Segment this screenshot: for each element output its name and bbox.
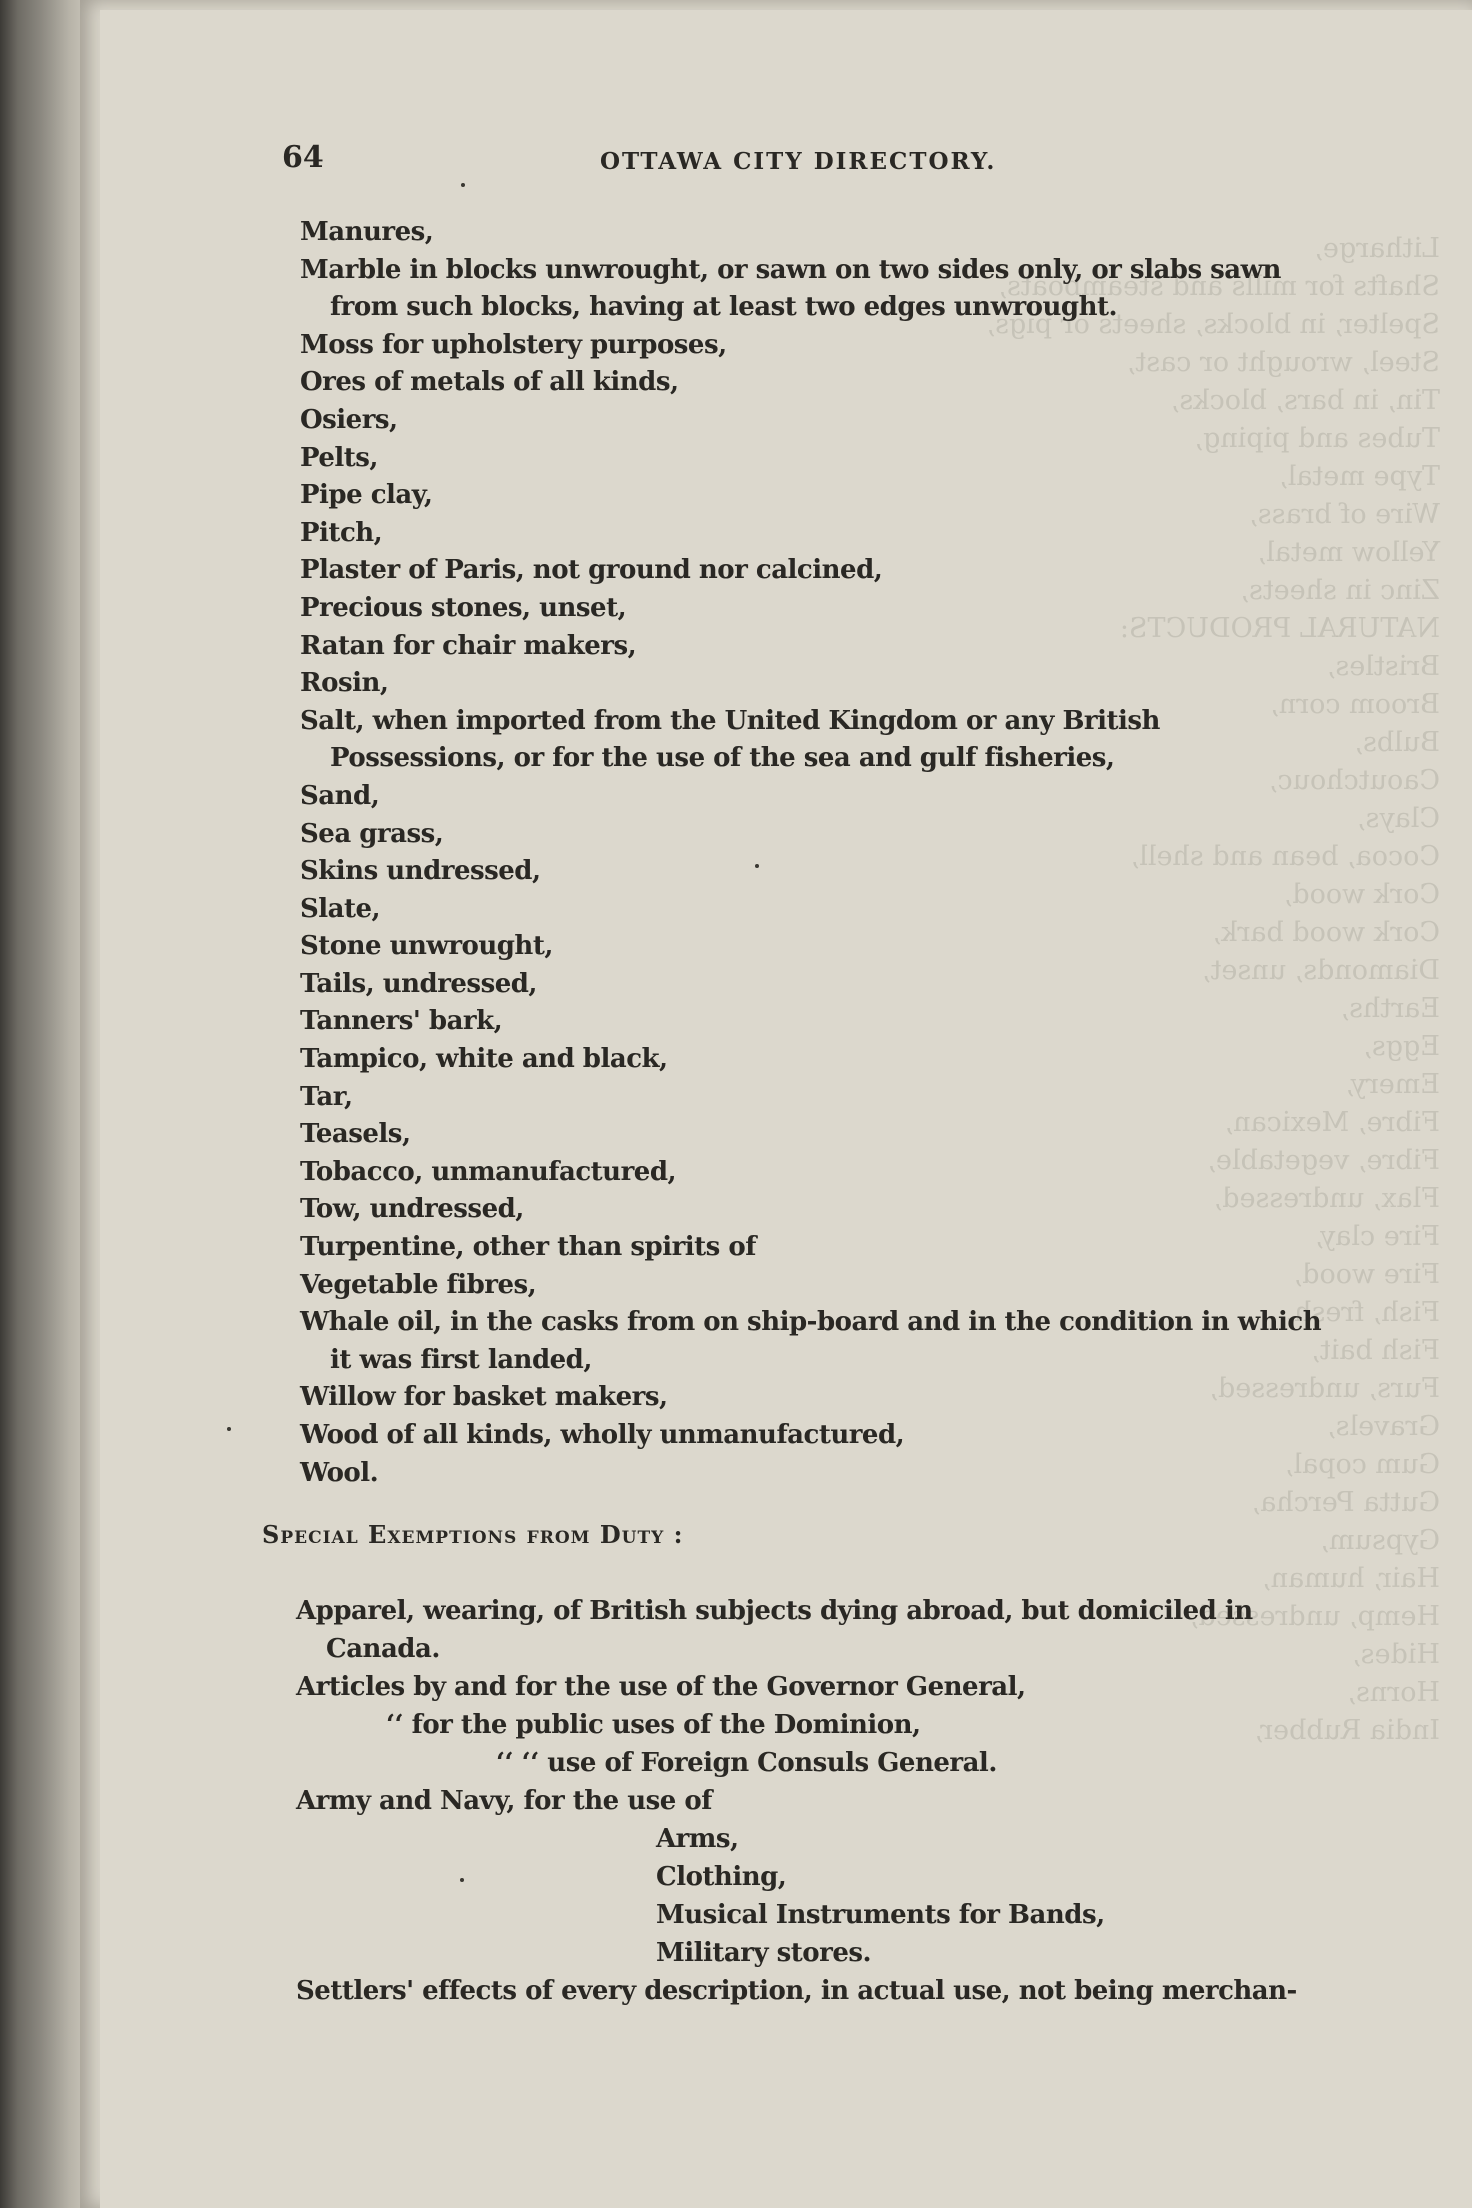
list-item: Turpentine, other than spirits of [300, 1232, 756, 1263]
heading-text: Special Exemptions from Duty : [262, 1520, 684, 1549]
list-item: Teasels, [300, 1119, 411, 1150]
list-item: Vegetable fibres, [300, 1269, 537, 1300]
exemption-item: Clothing, [656, 1862, 787, 1892]
list-item: Willow for basket makers, [300, 1382, 668, 1413]
list-item: Pelts, [300, 442, 378, 473]
list-item: Rosin, [300, 668, 389, 699]
running-title: OTTAWA CITY DIRECTORY. [600, 148, 997, 175]
exemption-item: ‘‘ for the public uses of the Dominion, [386, 1710, 921, 1740]
exemption-item: Musical Instruments for Bands, [656, 1900, 1105, 1930]
list-item: Slate, [300, 893, 381, 924]
list-item: Tar, [300, 1081, 353, 1112]
list-item: Tow, undressed, [300, 1194, 524, 1225]
print-speck [755, 864, 759, 868]
list-item: Wool. [300, 1457, 379, 1488]
list-item: Stone unwrought, [300, 931, 553, 962]
list-item: Pitch, [300, 517, 383, 548]
list-item: Salt, when imported from the United Kingdom or any British Possessions, or for the use of the sea and gulf fisheries, [300, 705, 1160, 774]
list-item: Whale oil, in the casks from on ship-board and in the condition in which it was first landed, [300, 1307, 1322, 1375]
exemptions-list [296, 1592, 1346, 2010]
list-item: Manures, [300, 217, 434, 247]
list-item: Pipe clay, [300, 480, 433, 511]
list-item: Skins undressed, [300, 856, 541, 887]
special-exemptions-heading [262, 1520, 684, 1549]
list-item: Plaster of Paris, not ground nor calcined, [300, 555, 883, 586]
list-item: Tanners' bark, [300, 1006, 503, 1037]
list-item: Tobacco, unmanufactured, [300, 1156, 677, 1187]
list-item: Tails, undressed, [300, 968, 537, 999]
list-item: Tampico, white and black, [300, 1044, 668, 1075]
exemption-item: ‘‘ ‘‘ use of Foreign Consuls General. [496, 1748, 997, 1778]
list-item: Ores of metals of all kinds, [300, 367, 679, 398]
print-speck [461, 183, 465, 187]
list-item: Moss for upholstery purposes, [300, 329, 727, 360]
list-item: Ratan for chair makers, [300, 630, 637, 661]
list-item: Osiers, [300, 404, 398, 435]
exemption-item: Articles by and for the use of the Governor General, [296, 1672, 1026, 1702]
list-item: Precious stones, unset, [300, 592, 627, 623]
show-through-text: Litharge, Shafts for mills and Spelter, in blocks, sheets Steel, wrought or cast, Tin, in bars, blocks, Tubes and piping, Type metal, Wire of brass, Yellow metal, Zinc in sheets, NATURAL PRODUCTS: Bristles, Broom corn, Bulbs, Caoutchouc, Clays, Cocoa, bean and shell, Cork wood, Cork wood bark, Diamonds, unset, Earths, Eggs, Emery, Fibre, Mexican, Fibre, vegetable, Flax, undressed, Fire clay, Fire wood, Fish, fresh, Fish bait, Furs, undressed, Gravels, Gum copal, Gutta Percha, Gypsum, Hair, human, Hemp, undressed, Hides, Horns, India Rubber, [1098, 233, 1440, 1746]
exemption-item: Arms, [656, 1824, 739, 1854]
page-number: 64 [282, 140, 324, 175]
exemption-item: Army and Navy, for the use of [296, 1786, 712, 1816]
list-item: Sea grass, [300, 818, 444, 849]
exemption-item: Military stores. [656, 1938, 872, 1968]
list-item: Wood of all kinds, wholly unmanufactured, [300, 1420, 905, 1450]
list-item: Marble in blocks unwrought, or sawn on two sides only, or slabs sawn from such blocks, having at least two edges unwrought. [300, 254, 1281, 323]
free-goods-list [300, 214, 1340, 1492]
print-speck [460, 1878, 464, 1882]
list-item: Sand, [300, 780, 380, 811]
print-speck [227, 1427, 231, 1431]
exemption-item: Settlers' effects of every description, in actual use, not being merchan- [296, 1976, 1297, 2006]
exemption-item: Apparel, wearing, of British subjects dying abroad, but domiciled in Canada. [296, 1596, 1253, 1664]
